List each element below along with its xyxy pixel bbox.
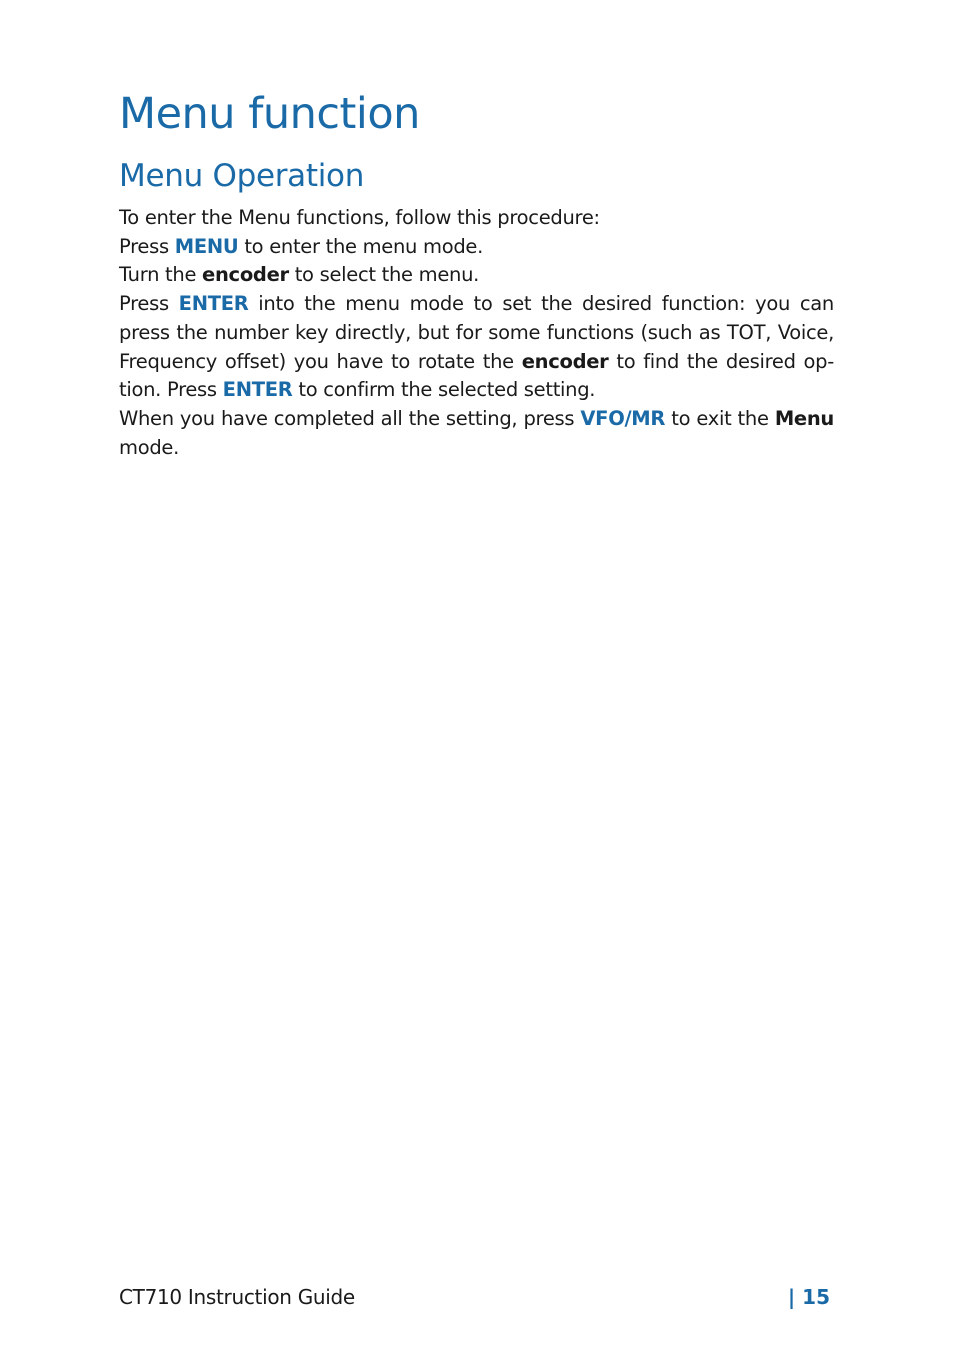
step-press-enter: Press ENTER into the menu mode to set the desired function: you can press the number key directly, but for some functions (such as TOT, Voice, Frequency offset) you have to rotate the encoder to find the desired op- tion. Press ENTER to confirm the selected setting. bbox=[119, 292, 834, 402]
step-turn-encoder: Turn the encoder to select the menu. bbox=[119, 263, 480, 287]
vfo-mr-key-label: VFO/MR bbox=[580, 406, 666, 430]
footer-guide-title: CT710 Instruction Guide bbox=[119, 1285, 355, 1309]
step-exit-menu: When you have completed all the setting, press VFO/MR to exit the Menu mode. bbox=[119, 406, 835, 459]
encoder-label: encoder bbox=[521, 349, 609, 373]
menu-label: Menu bbox=[774, 406, 835, 430]
enter-key-label: ENTER bbox=[222, 378, 293, 402]
encoder-label: encoder bbox=[202, 263, 289, 287]
menu-key-label: MENU bbox=[174, 234, 239, 258]
section-heading: Menu Operation bbox=[119, 158, 365, 194]
intro-paragraph: To enter the Menu functions, follow this procedure: bbox=[119, 206, 600, 229]
step-press-menu: Press MENU to enter the menu mode. bbox=[119, 234, 484, 258]
page-title: Menu function bbox=[119, 89, 420, 139]
enter-key-label: ENTER bbox=[178, 292, 249, 316]
body-text bbox=[119, 204, 834, 462]
page-number: | 15 bbox=[787, 1285, 830, 1309]
